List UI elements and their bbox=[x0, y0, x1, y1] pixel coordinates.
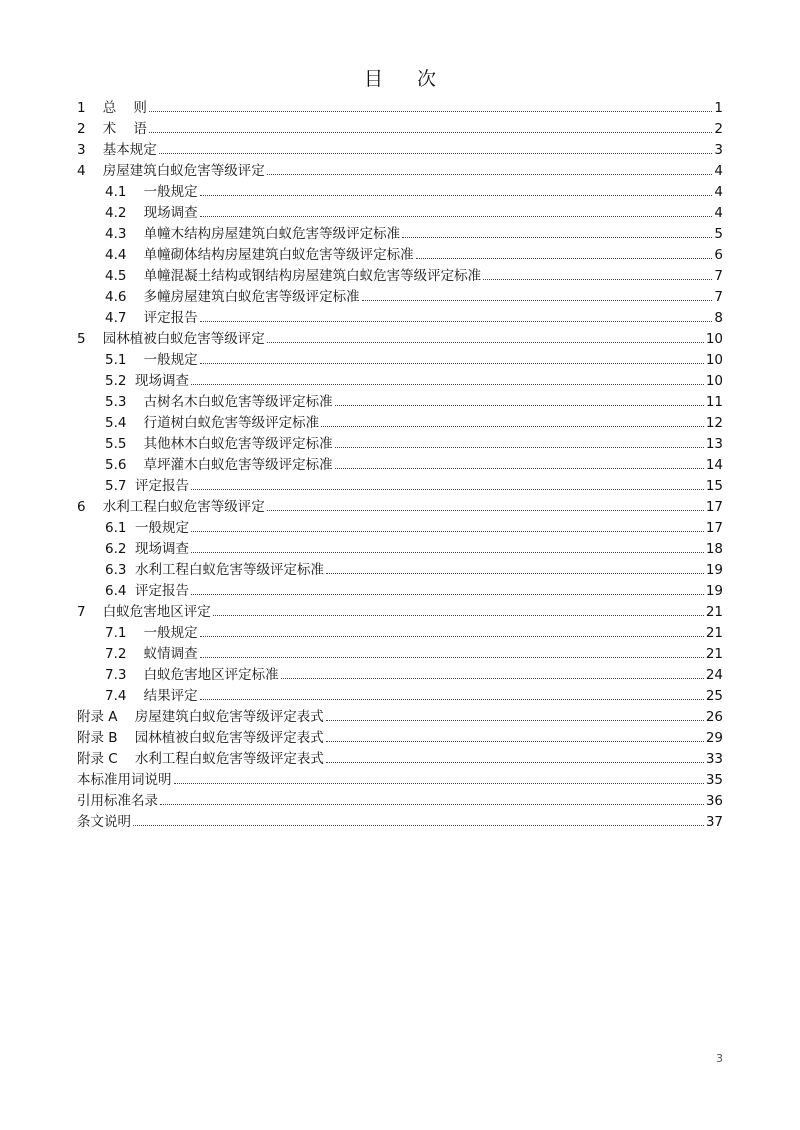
toc-entry-label: 6.2 现场调查 bbox=[105, 541, 190, 557]
toc-dot-leader bbox=[335, 447, 704, 448]
toc-entry-page: 8 bbox=[714, 310, 723, 326]
toc-entry-page: 17 bbox=[705, 520, 723, 536]
toc-entry-label: 5.6 草坪灌木白蚁危害等级评定标准 bbox=[105, 457, 333, 473]
toc-entry-label: 条文说明 bbox=[77, 814, 131, 830]
toc-entry-label: 5 园林植被白蚁危害等级评定 bbox=[77, 331, 265, 347]
toc-entry-page: 10 bbox=[705, 352, 723, 368]
toc-entry[interactable] bbox=[77, 644, 723, 665]
toc-dot-leader bbox=[335, 405, 704, 406]
toc-entry[interactable] bbox=[77, 287, 723, 308]
toc-entry-label: 6 水利工程白蚁危害等级评定 bbox=[77, 499, 265, 515]
toc-entry-label: 7.4 结果评定 bbox=[105, 688, 198, 704]
toc-entry-page: 35 bbox=[705, 772, 723, 788]
toc-entry-label: 附录 C 水利工程白蚁危害等级评定表式 bbox=[77, 751, 324, 767]
toc-entry[interactable] bbox=[77, 728, 723, 749]
toc-entry[interactable] bbox=[77, 203, 723, 224]
toc-dot-leader bbox=[191, 594, 704, 595]
toc-dot-leader bbox=[191, 531, 704, 532]
toc-entry-label: 附录 A 房屋建筑白蚁危害等级评定表式 bbox=[77, 709, 324, 725]
toc-entry-page: 29 bbox=[705, 730, 723, 746]
toc-entry[interactable] bbox=[77, 560, 723, 581]
toc-entry-page: 4 bbox=[714, 184, 723, 200]
toc-entry-label: 5.1 一般规定 bbox=[105, 352, 198, 368]
toc-entry[interactable] bbox=[77, 434, 723, 455]
toc-entry-page: 4 bbox=[714, 205, 723, 221]
toc-entry[interactable] bbox=[77, 455, 723, 476]
toc-entry-page: 6 bbox=[714, 247, 723, 263]
toc-dot-leader bbox=[335, 468, 704, 469]
toc-entry-label: 2 术 语 bbox=[77, 121, 147, 137]
toc-dot-leader bbox=[174, 783, 704, 784]
toc-entry-page: 21 bbox=[705, 625, 723, 641]
toc-entry[interactable] bbox=[77, 371, 723, 392]
toc-entry-page: 14 bbox=[705, 457, 723, 473]
toc-entry-label: 4.6 多幢房屋建筑白蚁危害等级评定标准 bbox=[105, 289, 360, 305]
toc-entry-label: 7.1 一般规定 bbox=[105, 625, 198, 641]
toc-entry-page: 1 bbox=[714, 100, 723, 116]
toc-entry-page: 25 bbox=[705, 688, 723, 704]
toc-entry-page: 37 bbox=[705, 814, 723, 830]
toc-entry-page: 24 bbox=[705, 667, 723, 683]
toc-entry[interactable] bbox=[77, 266, 723, 287]
toc-entry-page: 21 bbox=[705, 604, 723, 620]
toc-entry-label: 6.4 评定报告 bbox=[105, 583, 190, 599]
toc-dot-leader bbox=[200, 363, 704, 364]
toc-entry[interactable] bbox=[77, 329, 723, 350]
toc-entry[interactable] bbox=[77, 581, 723, 602]
toc-dot-leader bbox=[326, 762, 704, 763]
toc-entry-page: 12 bbox=[705, 415, 723, 431]
toc-entry[interactable] bbox=[77, 119, 723, 140]
toc-entry[interactable] bbox=[77, 770, 723, 791]
toc-entry[interactable] bbox=[77, 665, 723, 686]
toc-entry-page: 17 bbox=[705, 499, 723, 515]
toc-entry-page: 10 bbox=[705, 331, 723, 347]
toc-entry-label: 4.4 单幢砌体结构房屋建筑白蚁危害等级评定标准 bbox=[105, 247, 414, 263]
toc-entry-page: 15 bbox=[705, 478, 723, 494]
toc-dot-leader bbox=[200, 195, 713, 196]
toc-entry-page: 13 bbox=[705, 436, 723, 452]
toc-entry[interactable] bbox=[77, 686, 723, 707]
toc-dot-leader bbox=[149, 111, 712, 112]
toc-dot-leader bbox=[200, 636, 704, 637]
page-title: 目 次 bbox=[363, 68, 451, 90]
toc-entry[interactable] bbox=[77, 161, 723, 182]
toc-dot-leader bbox=[267, 342, 704, 343]
toc-entry[interactable] bbox=[77, 749, 723, 770]
toc-entry[interactable] bbox=[77, 497, 723, 518]
toc-entry[interactable] bbox=[77, 476, 723, 497]
toc-dot-leader bbox=[200, 321, 713, 322]
toc-dot-leader bbox=[281, 678, 704, 679]
toc-entry-page: 11 bbox=[705, 394, 723, 410]
toc-entry[interactable] bbox=[77, 413, 723, 434]
toc-dot-leader bbox=[200, 657, 704, 658]
toc-dot-leader bbox=[402, 237, 712, 238]
toc-dot-leader bbox=[326, 720, 704, 721]
toc-entry[interactable] bbox=[77, 812, 723, 833]
toc-dot-leader bbox=[416, 258, 713, 259]
toc-entry-label: 本标准用词说明 bbox=[77, 772, 172, 788]
toc-entry[interactable] bbox=[77, 245, 723, 266]
toc-entry-page: 36 bbox=[705, 793, 723, 809]
toc-entry-page: 10 bbox=[705, 373, 723, 389]
toc-entry[interactable] bbox=[77, 791, 723, 812]
toc-entry-label: 4.3 单幢木结构房屋建筑白蚁危害等级评定标准 bbox=[105, 226, 401, 242]
toc-entry-label: 6.3 水利工程白蚁危害等级评定标准 bbox=[105, 562, 325, 578]
toc-entry[interactable] bbox=[77, 539, 723, 560]
toc-entry[interactable] bbox=[77, 350, 723, 371]
toc-entry-label: 4.5 单幢混凝土结构或钢结构房屋建筑白蚁危害等级评定标准 bbox=[105, 268, 482, 284]
toc-entry[interactable] bbox=[77, 98, 723, 119]
toc-entry-label: 4 房屋建筑白蚁危害等级评定 bbox=[77, 163, 265, 179]
toc-entry[interactable] bbox=[77, 518, 723, 539]
toc-entry-label: 4.7 评定报告 bbox=[105, 310, 198, 326]
toc-entry-page: 19 bbox=[705, 583, 723, 599]
toc-dot-leader bbox=[362, 300, 713, 301]
toc-entry-label: 5.5 其他林木白蚁危害等级评定标准 bbox=[105, 436, 333, 452]
toc-entry-page: 7 bbox=[714, 289, 723, 305]
toc-entry-label: 5.7 评定报告 bbox=[105, 478, 190, 494]
toc-entry[interactable] bbox=[77, 623, 723, 644]
toc-dot-leader bbox=[191, 552, 704, 553]
toc-dot-leader bbox=[326, 741, 704, 742]
toc-entry-label: 5.4 行道树白蚁危害等级评定标准 bbox=[105, 415, 320, 431]
toc-dot-leader bbox=[160, 804, 704, 805]
toc-entry[interactable] bbox=[77, 602, 723, 623]
toc-entry-page: 2 bbox=[714, 121, 723, 137]
toc-dot-leader bbox=[321, 426, 704, 427]
page-number: 3 bbox=[716, 1052, 723, 1065]
toc-dot-leader bbox=[200, 699, 704, 700]
toc-dot-leader bbox=[213, 615, 704, 616]
toc-entry-label: 3 基本规定 bbox=[77, 142, 157, 158]
toc-entry-label: 7 白蚁危害地区评定 bbox=[77, 604, 211, 620]
toc-entry-label: 5.2 现场调查 bbox=[105, 373, 190, 389]
toc-entry-label: 4.1 一般规定 bbox=[105, 184, 198, 200]
toc-entry-page: 21 bbox=[705, 646, 723, 662]
toc-entry-page: 7 bbox=[714, 268, 723, 284]
toc-entry-label: 引用标准名录 bbox=[77, 793, 158, 809]
toc-entry-page: 4 bbox=[714, 163, 723, 179]
toc-entry-label: 附录 B 园林植被白蚁危害等级评定表式 bbox=[77, 730, 324, 746]
toc-entry[interactable] bbox=[77, 308, 723, 329]
toc-dot-leader bbox=[191, 384, 704, 385]
toc-entry[interactable] bbox=[77, 392, 723, 413]
toc-entry-label: 6.1 一般规定 bbox=[105, 520, 190, 536]
toc-dot-leader bbox=[267, 510, 704, 511]
toc-entry-label: 7.2 蚁情调查 bbox=[105, 646, 198, 662]
toc-entry-page: 5 bbox=[714, 226, 723, 242]
toc-entry-page: 26 bbox=[705, 709, 723, 725]
toc-dot-leader bbox=[326, 573, 704, 574]
toc-entry[interactable] bbox=[77, 140, 723, 161]
toc-entry-label: 5.3 古树名木白蚁危害等级评定标准 bbox=[105, 394, 333, 410]
toc-entry-page: 33 bbox=[705, 751, 723, 767]
toc-entry[interactable] bbox=[77, 182, 723, 203]
toc-entry-label: 7.3 白蚁危害地区评定标准 bbox=[105, 667, 279, 683]
toc-dot-leader bbox=[267, 174, 713, 175]
toc-entry[interactable] bbox=[77, 707, 723, 728]
toc-dot-leader bbox=[483, 279, 712, 280]
toc-dot-leader bbox=[149, 132, 712, 133]
toc-dot-leader bbox=[191, 489, 704, 490]
toc-entry-label: 1 总 则 bbox=[77, 100, 147, 116]
toc-entry-label: 4.2 现场调查 bbox=[105, 205, 198, 221]
toc-entry-page: 19 bbox=[705, 562, 723, 578]
toc-entry-page: 18 bbox=[705, 541, 723, 557]
toc-dot-leader bbox=[200, 216, 713, 217]
toc-entry-page: 3 bbox=[714, 142, 723, 158]
toc-dot-leader bbox=[159, 153, 713, 154]
table-of-contents bbox=[77, 98, 723, 833]
toc-dot-leader bbox=[133, 825, 704, 826]
toc-entry[interactable] bbox=[77, 224, 723, 245]
